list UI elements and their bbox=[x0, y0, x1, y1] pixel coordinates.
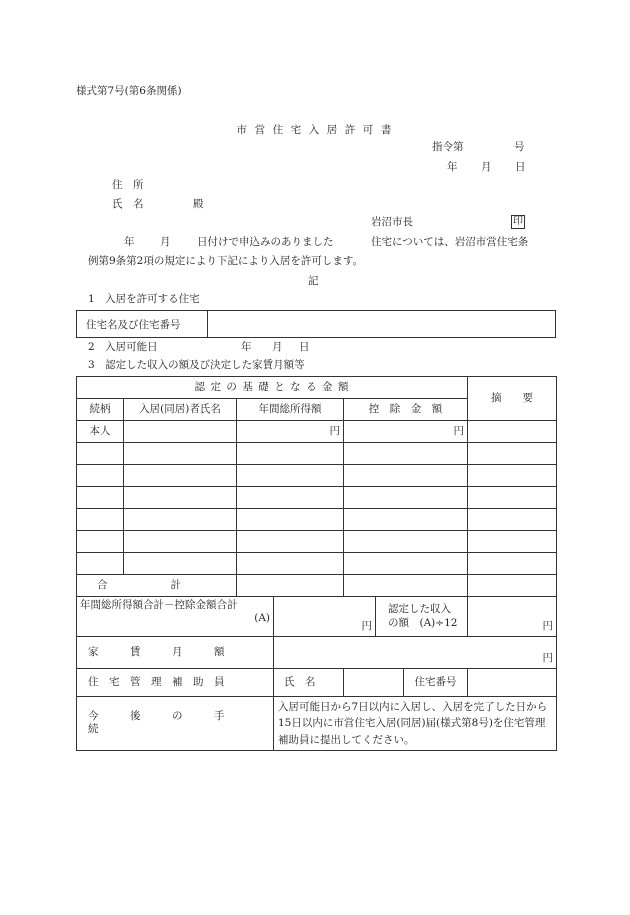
body-year: 年 bbox=[124, 236, 135, 248]
housing-field-label: 住宅名及び住宅番号 bbox=[77, 311, 208, 337]
row-income[interactable] bbox=[237, 509, 344, 531]
row-deduction[interactable] bbox=[344, 531, 468, 553]
net-income-label: 年間総所得額合計－控除金額合計 (A) bbox=[77, 597, 274, 637]
row-remarks[interactable] bbox=[468, 443, 557, 465]
row-deduction[interactable]: 円 bbox=[344, 421, 468, 443]
row-income[interactable] bbox=[237, 487, 344, 509]
body-month: 月 bbox=[160, 236, 171, 248]
section2-month: 月 bbox=[272, 341, 283, 353]
body-text-1: 日付けで申込みのありました bbox=[197, 236, 334, 248]
row-income[interactable] bbox=[237, 553, 344, 575]
row-relation[interactable] bbox=[77, 531, 124, 553]
row-name[interactable] bbox=[124, 553, 237, 575]
manager-name-value[interactable] bbox=[344, 669, 404, 697]
address-label: 住 所 bbox=[112, 179, 144, 191]
procedure-text: 入居可能日から7日以内に入居し、入居を完了した日から15日以内に市営住宅入居(同居)届(様式第8号)を住宅管理補助員に提出してください。 bbox=[274, 697, 557, 751]
income-table bbox=[76, 376, 557, 751]
row-relation[interactable] bbox=[77, 443, 124, 465]
procedure-label: 今 後 の 手 続 bbox=[77, 697, 274, 751]
table-row bbox=[77, 421, 557, 443]
total-income[interactable] bbox=[237, 575, 344, 597]
directive-suffix: 号 bbox=[514, 141, 525, 153]
row-deduction[interactable] bbox=[344, 553, 468, 575]
mayor-label: 岩沼市長 bbox=[371, 216, 413, 228]
ki-mark: 記 bbox=[308, 275, 319, 287]
row-name[interactable] bbox=[124, 465, 237, 487]
row-deduction[interactable] bbox=[344, 509, 468, 531]
row-remarks[interactable] bbox=[468, 553, 557, 575]
body-text-2: 住宅については、岩沼市営住宅条 bbox=[371, 236, 529, 248]
row-relation: 本人 bbox=[77, 421, 124, 443]
name-label: 氏 名 bbox=[112, 198, 144, 210]
row-name[interactable] bbox=[124, 421, 237, 443]
house-number-value[interactable] bbox=[468, 669, 557, 697]
recognized-income-label: 認定した収入 の額 (A)÷12 bbox=[376, 597, 468, 637]
honorific: 殿 bbox=[193, 198, 204, 210]
manager-label: 住 宅 管 理 補 助 員 bbox=[77, 669, 274, 697]
row-income[interactable]: 円 bbox=[237, 421, 344, 443]
form-number: 様式第7号(第6条関係) bbox=[76, 85, 182, 97]
housing-field bbox=[76, 310, 556, 338]
row-income[interactable] bbox=[237, 443, 344, 465]
total-label: 合 計 bbox=[77, 575, 237, 597]
table-row bbox=[77, 465, 557, 487]
total-remarks[interactable] bbox=[468, 575, 557, 597]
row-relation[interactable] bbox=[77, 487, 124, 509]
total-deduction[interactable] bbox=[344, 575, 468, 597]
house-number-label: 住宅番号 bbox=[404, 669, 468, 697]
section2-day: 日 bbox=[299, 341, 310, 353]
issue-year: 年 bbox=[447, 161, 458, 173]
row-name[interactable] bbox=[124, 531, 237, 553]
row-relation[interactable] bbox=[77, 509, 124, 531]
rent-value[interactable]: 円 bbox=[274, 637, 557, 669]
row-remarks[interactable] bbox=[468, 531, 557, 553]
table-row bbox=[77, 531, 557, 553]
row-deduction[interactable] bbox=[344, 443, 468, 465]
col-relation: 続柄 bbox=[77, 399, 124, 421]
col-deduction: 控 除 金 額 bbox=[344, 399, 468, 421]
row-deduction[interactable] bbox=[344, 465, 468, 487]
rent-label: 家 賃 月 額 bbox=[77, 637, 274, 669]
section3-heading: 3 認定した収入の額及び決定した家賃月額等 bbox=[88, 359, 305, 371]
row-deduction[interactable] bbox=[344, 487, 468, 509]
row-name[interactable] bbox=[124, 443, 237, 465]
section1-heading: 1 入居を許可する住宅 bbox=[88, 293, 200, 305]
group-header: 認 定 の 基 礎 と な る 金 額 bbox=[77, 377, 468, 399]
table-row bbox=[77, 443, 557, 465]
row-income[interactable] bbox=[237, 465, 344, 487]
issue-day: 日 bbox=[515, 161, 526, 173]
seal-mark: 印 bbox=[513, 216, 523, 227]
section2-heading: 2 入居可能日 bbox=[88, 341, 158, 353]
row-relation[interactable] bbox=[77, 465, 124, 487]
table-row bbox=[77, 553, 557, 575]
row-remarks[interactable] bbox=[468, 465, 557, 487]
remarks-header: 摘 要 bbox=[468, 377, 557, 421]
issue-month: 月 bbox=[481, 161, 492, 173]
document-title: 市 営 住 宅 入 居 許 可 書 bbox=[236, 124, 394, 136]
section2-year: 年 bbox=[241, 341, 252, 353]
row-remarks[interactable] bbox=[468, 487, 557, 509]
row-remarks[interactable] bbox=[468, 509, 557, 531]
body-text-3: 例第9条第2項の規定により下記により入居を許可します。 bbox=[88, 255, 364, 267]
net-income-value[interactable]: 円 bbox=[274, 597, 376, 637]
row-remarks[interactable] bbox=[468, 421, 557, 443]
recognized-income-value[interactable]: 円 bbox=[468, 597, 557, 637]
row-relation[interactable] bbox=[77, 553, 124, 575]
directive-prefix: 指令第 bbox=[432, 141, 464, 153]
table-row bbox=[77, 509, 557, 531]
table-row bbox=[77, 487, 557, 509]
row-name[interactable] bbox=[124, 509, 237, 531]
manager-name-label: 氏 名 bbox=[274, 669, 344, 697]
row-name[interactable] bbox=[124, 487, 237, 509]
col-name: 入居(同居)者氏名 bbox=[124, 399, 237, 421]
row-income[interactable] bbox=[237, 531, 344, 553]
col-income: 年間総所得額 bbox=[237, 399, 344, 421]
housing-field-value[interactable] bbox=[209, 311, 555, 337]
